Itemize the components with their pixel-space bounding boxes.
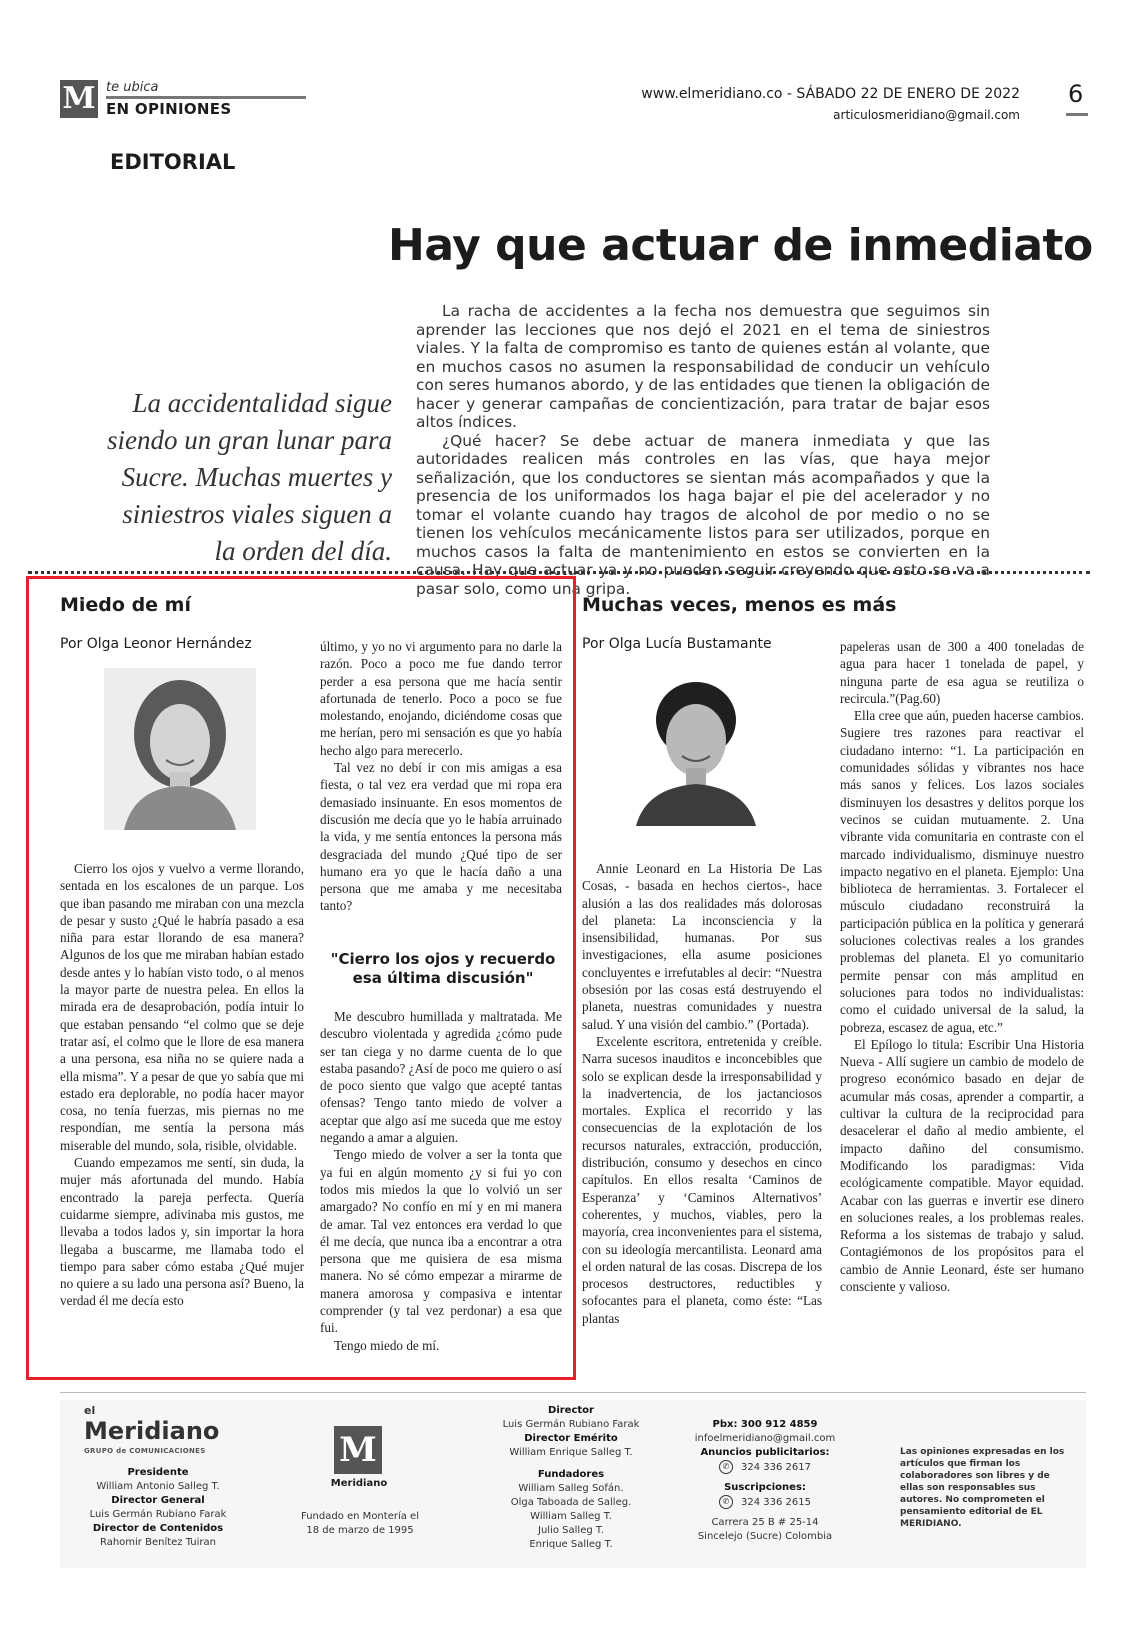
ads-label: Anuncios publicitarios: [700,1447,830,1458]
footer-staff [78,1466,238,1550]
brand-article: el [84,1404,96,1417]
pbx: Pbx: 300 912 4859 [712,1419,818,1430]
section-label: EN OPINIONES [106,100,232,118]
contact-email: infoelmeridiano@gmail.com [694,1433,836,1444]
pull-quote: La accidentalidad sigue siendo un gran lunar para Sucre. Muchas muertes y siniestros viales siguen a la orden del día. [106,388,392,566]
paragraph: papeleras usan de 300 a 400 toneladas de agua para hacer 1 tonelada de papel, y ninguna parte de esa agua se reutiliza o recircula.”(Pag.60) [840,639,1084,706]
article-title: Miedo de mí [60,594,191,616]
staff-role: Director General [111,1495,205,1506]
paragraph: Cierro los ojos y vuelvo a verme llorando, sentada en los escalones de un parque. Los que iban pasando me miraban con una mezcla de pesar y susto ¿Qué le habría pasado a esa niña para estar llorando de esa manera? Algunos de los que me miraban habían estado desde antes y lo habían visto todo, o al menos la mayor parte de nuestra pelea. En ellos la mirada era de desaprobación, podía intuir lo que estaban pensando “el colmo que se deje tratar así, el colmo que le llore de esa manera a una persona, esa niña no se quiere nada a ella misma”. Y a pesar de que yo sabía que mi estado era deplorable, no podía hacer mayor cosa, no tenía fuerzas, mis piernas no me respondían, me sentía la persona más miserable del mundo, sola, risible, olvidable. [60,861,304,1153]
staff-name: Rahomir Benítez Tuiran [99,1537,217,1548]
page-number: 6 [1068,80,1084,108]
footer-disclaimer: Las opiniones expresadas en los artículos que firman los colaboradores son libres y de ellas son responsables sus autores. No comprometen el pensamiento editorial de EL MERIDIANO. [900,1447,1065,1529]
byline: Por Olga Leonor Hernández [60,636,252,652]
city: Sincelejo (Sucre) Colombia [697,1531,833,1542]
masthead [60,80,310,120]
staff-name: Luis Germán Rubiano Farak [89,1509,227,1520]
dotted-divider [28,571,1090,574]
founder-name: William Salleg Sofán. [518,1483,624,1494]
article-column [320,1008,562,1354]
tagline: te ubica [106,80,159,95]
subs-label: Suscripciones: [724,1482,806,1493]
founder-name: William Salleg T. [530,1511,612,1522]
founder-name: Olga Taboada de Salleg. [510,1497,632,1508]
founded-note: Fundado en Montería el 18 de marzo de 1995 [301,1511,419,1536]
editorial-paragraph: ¿Qué hacer? Se debe actuar de manera inmediata y que las autoridades realicen más controles en las vías, que haya mejor señalización, que los conductores se sientan más acompañados y que la presencia de los uniformados los haga bajar el pie del acelerador y no tomar el volante cuando hay tragos de alcohol de por medio o no se tienen los vehículos mecánicamente listos para ser utilizados, porque en muchos casos la falta de mantenimiento en estos se convierten en la causa. Hay que actuar ya y no pueden seguir creyendo que esto se va a pasar solo, como una gripa. [416,431,990,598]
byline: Por Olga Lucía Bustamante [582,636,772,652]
footer-brand [84,1404,234,1458]
author-photo [104,668,256,830]
founder-name: Enrique Salleg T. [529,1539,613,1550]
staff-name: William Antonio Salleg T. [96,1481,220,1492]
brand-name: Meridiano [84,1417,220,1445]
editorial-paragraph: La racha de accidentes a la fecha nos demuestra que seguimos sin aprender las lecciones que nos dejó el 2021 en el tema de siniestros viales. Y la falta de compromiso es tanto de quienes están al volante, que en muchos casos no asumen la responsabilidad de conducir un vehículo con seres humanos abordo, y de las entidades que tienen la obligación de hacer y generar campañas de concientización, para tratar de bajar esos altos índices. [416,302,990,431]
paragraph: Tal vez no debí ir con mis amigas a esa fiesta, o tal vez era verdad que mi ropa era demasiado insinuante. En esos momentos de discusión me decía que yo le había arruinado la vida, y me sentía entonces la persona más desgraciada del mundo ¿Qué tipo de ser humano era yo que le hacía daño a una persona que me amaba y me necesitaba tanto? [320,760,562,914]
header-email: articulosmeridiano@gmail.com [833,108,1020,122]
whatsapp-icon: ✆ [719,1460,733,1474]
section-title: EDITORIAL [110,150,236,174]
subs-phone: 324 336 2615 [741,1497,811,1508]
article-column [582,860,822,1327]
paragraph: Me descubro humillada y maltratada. Me descubro violentada y agredida ¿cómo pude ser tan ciega y no darme cuenta de lo que estaba pasando? ¿Así de poco me quiero o así de poco siento que valgo que acepté tantas ofensas? Tengo tanto miedo de volver a aceptar que algo así me suceda que me estoy negando a amar a alguien. [320,1009,562,1146]
footer-contact [680,1418,850,1544]
staff-role: Presidente [127,1467,189,1478]
whatsapp-icon: ✆ [719,1495,733,1509]
paragraph: Annie Leonard en La Historia De Las Cosas, - basada en hechos ciertos-, hace alusión a las dos realidades más dolorosas del planeta: La inconsciencia y la insensibilidad, humanas. Por sus investigaciones, ella asume posiciones concluyentes e irrefutables al decir: “Nuestra obsesión por las cosas está destruyendo el planeta, nuestras comunidades y nuestra salud. Y una visión del cambio.” (Portada). [582,861,822,1032]
dateline: www.elmeridiano.co - SÁBADO 22 DE ENERO DE 2022 [641,86,1020,102]
article-column [320,638,562,915]
editorial-body [416,302,990,598]
paragraph: Tengo miedo de volver a ser la tonta que ya fui en algún momento ¿y si fui yo con todos mis miedos la que lo volvió un ser amargado? No confío en mí y en mi manera de amar. Tal vez entonces era verdad lo que él me decía, que nunca iba a encontrar a otra persona que me quisiera de esa misma manera. No sé cómo empezar a mirarme de manera amorosa y compasiva e intentar comprender (y tal vez perdonar) a esa que fui. [320,1147,562,1336]
footer-directors [486,1404,656,1552]
paragraph: Tengo miedo de mí. [334,1337,440,1353]
paragraph: último, y yo no vi argumento para no darle la razón. Poco a poco me fue dando terror perder a esa persona que me hacía sentir afortunada de tenerlo. Poco a poco se fue molestando, enojando, diciéndome cosas que me herían, pero mi sensación es que yo había hecho algo para merecerlo. [320,639,562,758]
article-column [60,860,304,1310]
founders-role: Fundadores [537,1469,605,1480]
meridiano-logo: M [60,80,98,118]
paragraph: Ella cree que aún, pueden hacerse cambios. Sugiere tres razones para reactivar el ciudadano interno: “1. La participación en comunidades sólidas y vibrantes nos hace más sanos y felices. Los lazos sociales disminuyen los desastres y delitos porque los vecinos se cuidan mutuamente. 2. Una vibrante vida comunitaria en contraste con el marcado individualismo, disminuye nuestro impacto negativo en el planeta. Ejemplo: Una biblioteca de herramientas. 3. Fortalecer el músculo ciudadano reconstruirá la participación pública en la política y generará soluciones colectivas reales a los grandes problemas del planeta. El yo comunitario permite pensar con más amplitud en soluciones para todos no individualistas: como el cuidado universal de la salud, la pobreza, escasez de agua, etc.” [840,708,1084,1035]
article-column [840,638,1084,1295]
paragraph: El Epílogo lo titula: Escribir Una Historia Nueva - Allí sugiere un cambio de modelo de progreso económico basado en dejar de acumular más cosas, aprender a compartir, a cultivar la cultura de la reciprocidad para desacelerar el daño al medio ambiente, el impacto dañino del consumismo. Modificando los paradigmas: Vida ecológicamente compatible. Mayor equidad. Acabar con las guerras e invertir ese dinero en soluciones reales, a los problemas reales. Reforma a los sistemas de trabajo y salud. Contagiémonos de los propósitos para el cambio de Annie Leonard, éste ser humano consciente y valioso. [840,1036,1084,1294]
footer-rule [60,1392,1086,1393]
page-number-rule [1066,113,1088,116]
meridiano-small-logo: M [334,1426,382,1474]
paragraph: Cuando empezamos me sentí, sin duda, la mujer más afortunada del mundo. Había encontrado la pareja perfecta. Quería cuidarme siempre, adivinaba mis gustos, me llevaba a todos lados y, sin importar la hora llegaba a buscarme, me llamaba todo el tiempo para saber cómo estaba ¿Qué mujer no quiere a su lado una persona así? Bueno, la verdad él me decía esto [60,1155,304,1309]
header-rule [106,96,306,99]
address: Carrera 25 B # 25-14 [711,1517,819,1528]
article-title: Muchas veces, menos es más [582,594,897,616]
brand-group: GRUPO de COMUNICACIONES [84,1447,206,1455]
article-subhead: "Cierro los ojos y recuerdo esa última discusión" [330,950,556,987]
ads-phone: 324 336 2617 [741,1462,811,1473]
emeritus-role: Director Emérito [524,1433,618,1444]
director-role: Director [548,1405,594,1416]
emeritus-name: William Enrique Salleg T. [509,1447,633,1458]
founder-name: Julio Salleg T. [538,1525,604,1536]
author-photo [622,664,770,826]
meridiano-small-name: Meridiano [330,1478,388,1489]
director-name: Luis Germán Rubiano Farak [502,1419,640,1430]
paragraph: Excelente escritora, entretenida y creíble. Narra sucesos inauditos e inconcebibles que solo se explican desde la irresponsabilidad y la inadvertencia, de los jactanciosos mortales. Explica el recorrido y las consecuencias de la explotación de los recursos naturales, extracción, producción, distribución, consumo y desechos en cinco capítulos. En ellos resalta ‘Caminos de Esperanza’ y ‘Caminos Alternativos’ coherentes, y muchos, viables, pero la mayoría, crea inconvenientes para el sistema, con su ideología mercantilista. Leonard ama el orden natural de las cosas. Discrepa de los procesos destructores, reductibles y sofocantes para el planeta, como éste: “Las plantas [582,1033,822,1326]
editorial-headline: Hay que actuar de inmediato [388,220,1093,271]
staff-role: Director de Contenidos [92,1523,224,1534]
